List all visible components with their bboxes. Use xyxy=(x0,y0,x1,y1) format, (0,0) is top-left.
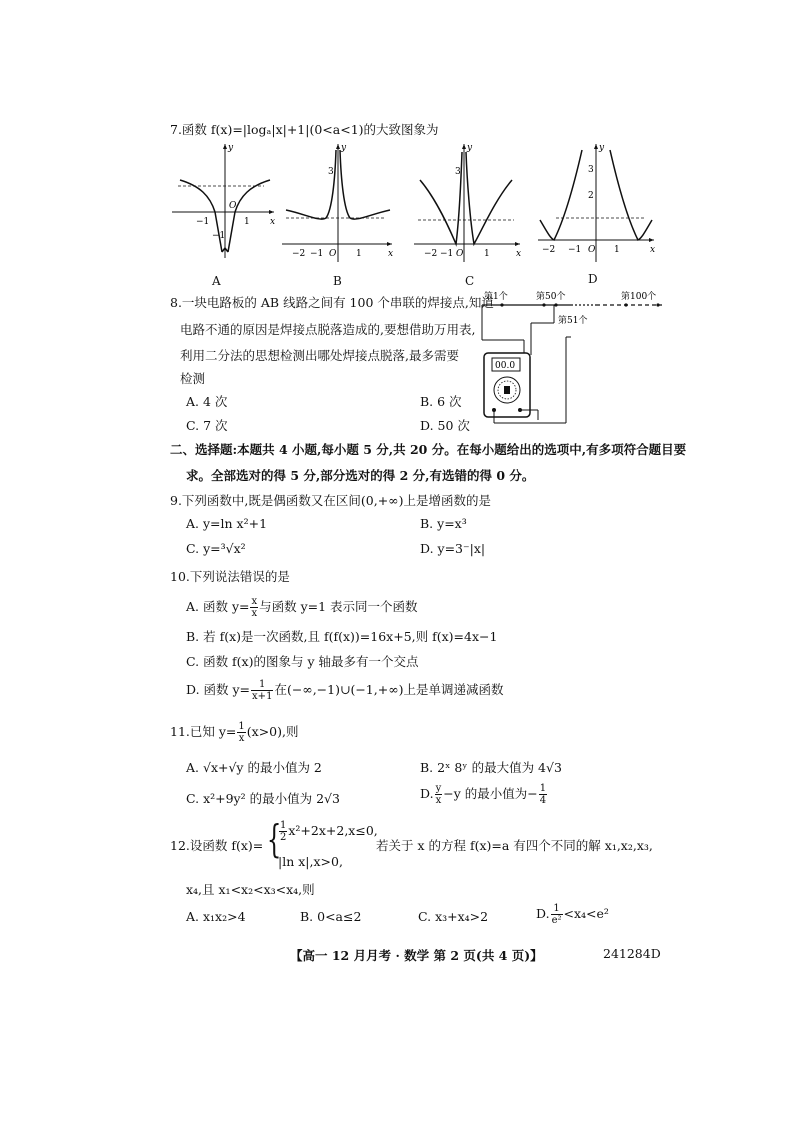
q11-stem xyxy=(170,721,298,744)
q11-d-middle: −y 的最小值为− xyxy=(443,786,538,801)
q12-option-c[interactable]: C. x₃+x₄>2 xyxy=(418,909,489,924)
q9-stem: 9.下列函数中,既是偶函数又在区间(0,+∞)上是增函数的是 xyxy=(170,493,491,508)
q8-line-2: 电路不通的原因是焊接点脱落造成的,要想借助万用表, xyxy=(180,322,476,337)
graph-d-tick-3: 3 xyxy=(588,165,594,175)
q9-option-a[interactable]: A. y=ln x²+1 xyxy=(186,516,268,531)
q7-stem: 7.函数 f(x)=|logₐ|x|+1|(0<a<1)的大致图象为 xyxy=(170,122,439,137)
q12-stem-suffix: 若关于 x 的方程 f(x)=a 有四个不同的解 x₁,x₂,x₃, xyxy=(376,838,653,853)
q10-d-fraction xyxy=(251,679,273,702)
q12-d-num: 1 xyxy=(551,903,563,915)
q11-d-num2: 1 xyxy=(539,783,547,794)
q12-case-2: |ln x|,x>0, xyxy=(278,854,343,869)
q7-option-c[interactable]: C xyxy=(465,274,475,288)
q12-d-prefix: D. xyxy=(536,906,550,921)
q11-option-a[interactable]: A. √x+√y 的最小值为 2 xyxy=(186,760,322,775)
graph-c-tick-m2: −2 xyxy=(424,249,438,259)
graph-d-tick-m2: −2 xyxy=(542,245,556,255)
q10-a-num: x xyxy=(251,596,258,607)
graph-b-tick-1: 1 xyxy=(356,249,362,259)
section2-line-1: 二、选择题:本题共 4 小题,每小题 5 分,共 20 分。在每小题给出的选项中,有多项符合题目要 xyxy=(170,442,687,457)
q10-a-den: x xyxy=(251,608,258,619)
graph-d xyxy=(536,140,661,265)
q10-d-num: 1 xyxy=(251,679,273,691)
q12-case1-fraction xyxy=(279,820,287,843)
q7-option-d[interactable]: D xyxy=(588,272,598,286)
q10-option-d[interactable] xyxy=(186,679,504,702)
graph-d-y: y xyxy=(599,143,605,153)
q8-option-c[interactable]: C. 7 次 xyxy=(186,418,228,433)
graph-d-tick-1: 1 xyxy=(614,245,620,255)
q10-option-c[interactable]: C. 函数 f(x)的图象与 y 轴最多有一个交点 xyxy=(186,654,419,669)
q9-option-b[interactable]: B. y=x³ xyxy=(420,516,467,531)
q10-d-prefix: D. 函数 y= xyxy=(186,682,251,697)
q12-case1-text: x²+2x+2,x≤0, xyxy=(288,823,378,838)
graph-c xyxy=(412,140,527,265)
graph-d-tick-m1: −1 xyxy=(568,245,582,255)
graph-d-x: x xyxy=(650,245,656,255)
footer-code: 241284D xyxy=(603,946,661,961)
q12-d-den: e² xyxy=(551,915,562,926)
q10-d-den: x+1 xyxy=(252,691,273,702)
section2-line-2: 求。全部选对的得 5 分,部分选对的得 2 分,有选错的得 0 分。 xyxy=(186,468,535,483)
q12-brace: { xyxy=(266,817,282,861)
graph-b-y: y xyxy=(341,143,347,153)
graph-c-tick-1: 1 xyxy=(484,249,490,259)
q12-case-1 xyxy=(278,820,378,843)
circuit-label-100: 第100个 xyxy=(621,292,657,302)
q8-line-3: 利用二分法的思想检测出哪处焊接点脱落,最多需要 xyxy=(180,348,459,363)
q11-d-prefix: D. xyxy=(420,786,434,801)
q12-stem-prefix: 12.设函数 f(x)= xyxy=(170,838,264,853)
q12-option-d[interactable] xyxy=(536,903,609,926)
q10-option-a[interactable] xyxy=(186,596,418,619)
graph-a-tick-1: 1 xyxy=(244,217,250,227)
q11-option-d[interactable] xyxy=(420,783,548,806)
q7-option-b[interactable]: B xyxy=(333,274,342,288)
q11-option-b[interactable]: B. 2ˣ 8ʸ 的最大值为 4√3 xyxy=(420,760,562,775)
circuit-label-50: 第50个 xyxy=(536,292,566,302)
circuit-diagram xyxy=(476,285,666,430)
q12-option-a[interactable]: A. x₁x₂>4 xyxy=(186,909,246,924)
q7-option-a[interactable]: A xyxy=(212,274,221,288)
q8-option-d[interactable]: D. 50 次 xyxy=(420,418,470,433)
graph-a-tick-m1: −1 xyxy=(196,217,210,227)
q10-a-suffix: 与函数 y=1 表示同一个函数 xyxy=(259,599,418,614)
graph-a-tick-neg1: −1 xyxy=(212,231,226,241)
footer-page-info: 【高一 12 月月考 · 数学 第 2 页(共 4 页)】 xyxy=(290,948,543,963)
q8-option-b[interactable]: B. 6 次 xyxy=(420,394,462,409)
graph-c-y: y xyxy=(467,143,473,153)
q11-stem-fraction xyxy=(237,721,245,744)
graph-a xyxy=(170,140,280,260)
q11-d-fraction-1 xyxy=(435,783,443,806)
circuit-label-1: 第1个 xyxy=(484,292,508,302)
q9-option-d[interactable]: D. y=3⁻|x| xyxy=(420,541,486,556)
q12-option-b[interactable]: B. 0<a≤2 xyxy=(300,909,362,924)
q10-option-b[interactable]: B. 若 f(x)是一次函数,且 f(f(x))=16x+5,则 f(x)=4x−1 xyxy=(186,629,498,644)
q12-line-2: x₄,且 x₁<x₂<x₃<x₄,则 xyxy=(186,882,315,897)
q12-d-suffix: <x₄<e² xyxy=(563,906,609,921)
graph-c-tick-3: 3 xyxy=(455,167,461,177)
graph-b-tick-3: 3 xyxy=(328,167,334,177)
q11-stem-num: 1 xyxy=(238,721,245,732)
q11-stem-suffix: (x>0),则 xyxy=(246,724,299,739)
graph-a-x: x xyxy=(270,217,276,227)
graph-b-tick-m2: −2 xyxy=(292,249,306,259)
graph-d-tick-2: 2 xyxy=(588,191,594,201)
q11-d-num: y xyxy=(435,783,442,794)
graph-a-origin: O xyxy=(229,201,237,211)
q11-d-fraction-2 xyxy=(539,783,547,806)
graph-a-y: y xyxy=(228,143,234,153)
graph-b-origin: O xyxy=(329,249,337,259)
q12-d-fraction xyxy=(551,903,563,926)
q10-d-suffix: 在(−∞,−1)∪(−1,+∞)上是单调递减函数 xyxy=(274,682,504,697)
meter-display: 00.0 xyxy=(495,361,516,371)
q11-d-den: x xyxy=(435,795,442,806)
q10-stem: 10.下列说法错误的是 xyxy=(170,569,290,584)
q12-case1-den: 2 xyxy=(280,832,287,843)
q11-stem-den: x xyxy=(238,733,245,744)
q12-case1-num: 1 xyxy=(280,820,287,831)
q10-a-prefix: A. 函数 y= xyxy=(186,599,250,614)
graph-c-tick-m1: −1 xyxy=(440,249,454,259)
q11-option-c[interactable]: C. x²+9y² 的最小值为 2√3 xyxy=(186,791,340,806)
graph-c-origin: O xyxy=(456,249,464,259)
graph-b-x: x xyxy=(388,249,394,259)
q8-line-1: 8.一块电路板的 AB 线路之间有 100 个串联的焊接点,知道 xyxy=(170,295,494,310)
graph-d-origin: O xyxy=(588,245,596,255)
graph-b-tick-m1: −1 xyxy=(310,249,324,259)
q8-option-a[interactable]: A. 4 次 xyxy=(186,394,228,409)
graph-c-x: x xyxy=(516,249,522,259)
q11-stem-prefix: 11.已知 y= xyxy=(170,724,237,739)
q10-a-fraction xyxy=(250,596,258,619)
circuit-label-51: 第51个 xyxy=(558,316,588,326)
graph-b xyxy=(280,140,400,265)
q11-d-den2: 4 xyxy=(539,795,547,806)
q9-option-c[interactable]: C. y=³√x² xyxy=(186,541,246,556)
q8-line-4: 检测 xyxy=(180,371,206,386)
